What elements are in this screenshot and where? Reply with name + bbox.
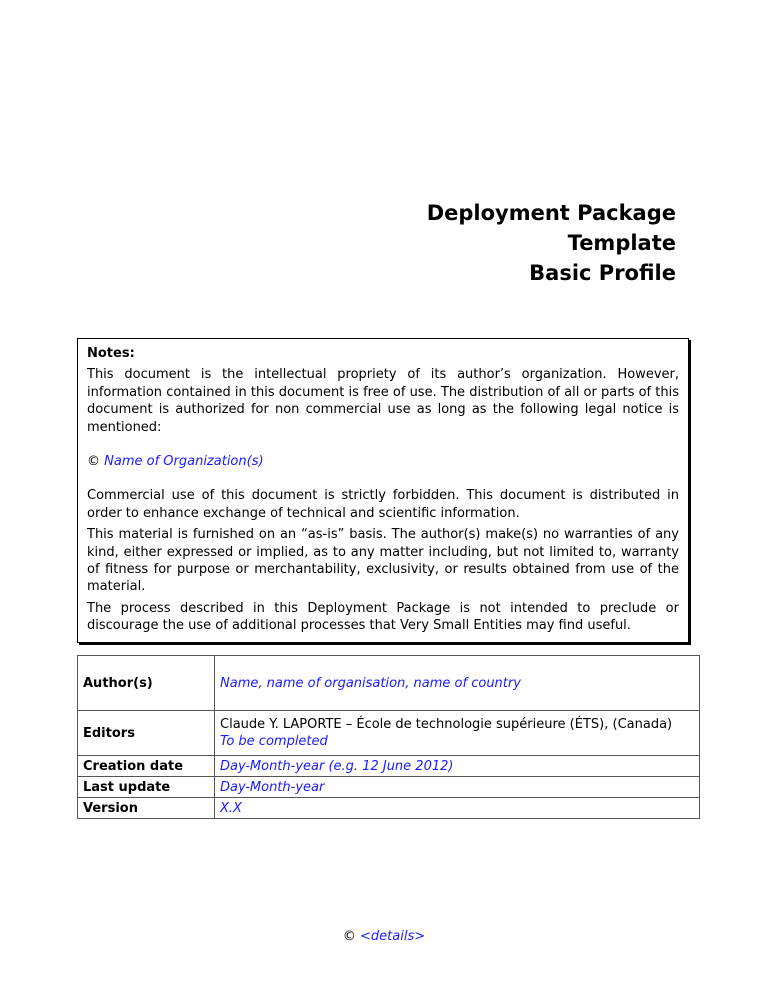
editors-label: Editors xyxy=(78,711,215,756)
copyright-symbol: © xyxy=(87,454,100,470)
organization-notice xyxy=(87,453,679,470)
editors-value xyxy=(215,711,700,756)
table-row xyxy=(78,656,700,711)
author-value: Name, name of organisation, name of country xyxy=(215,656,700,711)
notes-heading: Notes: xyxy=(87,346,135,361)
document-info-table xyxy=(77,655,700,819)
editor-placeholder: To be completed xyxy=(220,734,328,749)
document-title xyxy=(427,198,676,288)
notes-paragraph-3: This material is furnished on an “as-is” basis. The author(s) make(s) no warranties of any kind, either expressed or implied, as to any matter including, but not limited to, warranty of fitness for purpose or merchantability, exclusivity, or results obtained from use of the material. xyxy=(87,527,679,595)
table-row xyxy=(78,756,700,777)
version-label: Version xyxy=(78,798,215,819)
notes-box xyxy=(77,338,689,643)
footer-details: <details> xyxy=(360,929,426,944)
creation-date-value: Day-Month-year (e.g. 12 June 2012) xyxy=(215,756,700,777)
table-row xyxy=(78,711,700,756)
notes-paragraph-1: This document is the intellectual propriety of its author’s organization. However, information contained in this document is free of use. The distribution of all or parts of this document is authorized for non commercial use as long as the following legal notice is mentioned: xyxy=(87,367,679,435)
last-update-label: Last update xyxy=(78,777,215,798)
title-line-1: Deployment Package xyxy=(426,201,676,225)
title-line-2: Template xyxy=(567,231,676,255)
last-update-value: Day-Month-year xyxy=(215,777,700,798)
footer-copyright-symbol: © xyxy=(342,929,356,944)
editor-name: Claude Y. LAPORTE – École de technologie supérieure (ÉTS), (Canada) xyxy=(220,717,673,732)
notes-paragraph-4: The process described in this Deployment Package is not intended to preclude or discourage the use of additional processes that Very Small Entities may find useful. xyxy=(87,600,679,634)
version-value: X.X xyxy=(215,798,700,819)
title-line-3: Basic Profile xyxy=(529,261,676,285)
table-row xyxy=(78,798,700,819)
notes-paragraph-2: Commercial use of this document is strictly forbidden. This document is distributed in order to enhance exchange of technical and scientific information. xyxy=(87,488,679,521)
table-row xyxy=(78,777,700,798)
creation-date-label: Creation date xyxy=(78,756,215,777)
author-label: Author(s) xyxy=(78,656,215,711)
page-footer xyxy=(0,929,768,944)
organization-placeholder: Name of Organization(s) xyxy=(104,454,264,470)
